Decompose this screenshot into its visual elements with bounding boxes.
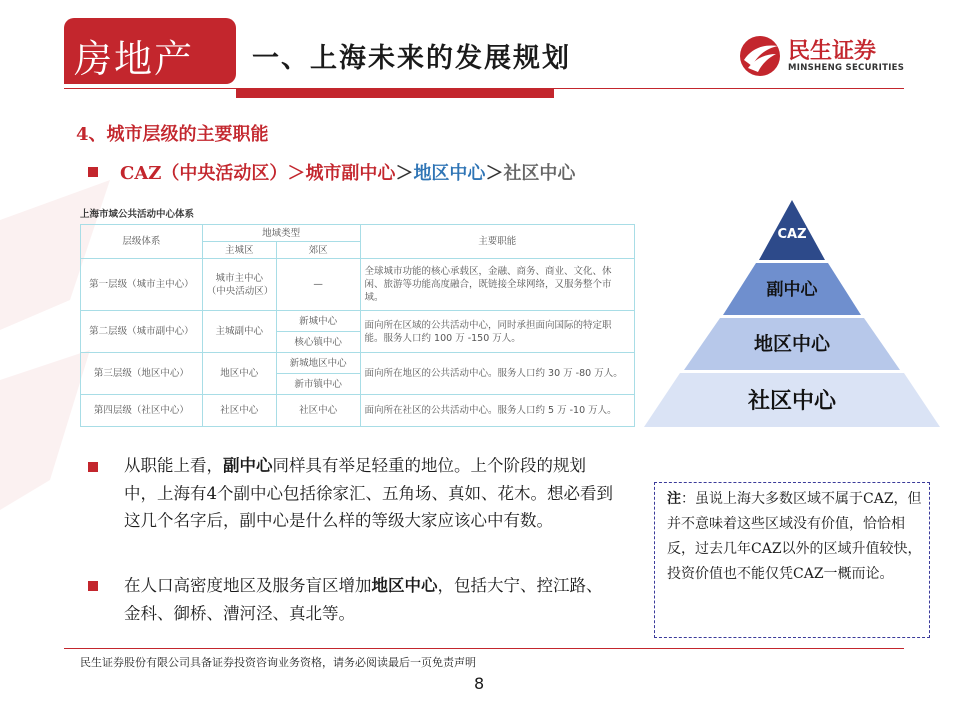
section-title: 4、城市层级的主要职能 (76, 124, 269, 145)
para1-text: 从职能上看， (124, 456, 223, 475)
footer-divider (64, 648, 904, 649)
pyramid-label-community-center: 社区中心 (747, 388, 837, 414)
header-suburb: 郊区 (276, 242, 360, 259)
para2-text: ，包括大宁、控江路、金科、御桥、漕河泾、真北等。 (124, 576, 603, 623)
bullet-square-icon (88, 462, 98, 472)
header-area-type: 地域类型 (202, 225, 360, 242)
bullet-square-icon (88, 167, 98, 177)
header-function: 主要职能 (360, 225, 634, 259)
pyramid-label-district-center: 地区中心 (753, 333, 831, 355)
hierarchy-gt: ＞ (485, 163, 504, 184)
cell-function: 面向所在区域的公共活动中心，同时承担面向国际的特定职能。服务人口约 100 万 -150 万人。 (360, 311, 634, 353)
cell-main: 地区中心 (202, 353, 276, 395)
note-box (654, 482, 930, 638)
hierarchy-pyramid (644, 200, 940, 428)
cell-suburb: 社区中心 (276, 395, 360, 427)
center-system-table (80, 224, 635, 427)
cell-suburb: 新市镇中心 (276, 374, 360, 395)
paragraph-district-center (124, 572, 618, 627)
paragraph-sub-center (124, 452, 618, 535)
hierarchy-district-center: 地区中心 (413, 163, 486, 184)
table-caption: 上海市域公共活动中心体系 (80, 209, 195, 220)
logo-en-text: MINSHENG SECURITIES (788, 63, 905, 73)
hierarchy-community-center: 社区中心 (503, 163, 576, 184)
hierarchy-gt: ＞ (395, 163, 414, 184)
cell-suburb: 新城地区中心 (276, 353, 360, 374)
footer-disclaimer: 民生证券股份有限公司具备证券投资咨询业务资格，请务必阅读最后一页免责声明 (80, 656, 476, 669)
note-label: 注 (667, 491, 681, 507)
para1-text: 同样具有举足轻重的地位。上个阶段的规划中，上海有4个副中心包括徐家汇、五角场、真如、花木。想必看到这几个名字后，副中心是什么样的等级大家应该心中有数。 (124, 456, 613, 530)
header-main-area: 主城区 (202, 242, 276, 259)
cell-level: 第三层级（地区中心） (81, 353, 203, 395)
table-row (81, 353, 635, 374)
pyramid-label-sub-center: 副中心 (766, 280, 818, 300)
table-row (81, 259, 635, 311)
page-title: 一、上海未来的发展规划 (252, 43, 571, 74)
cell-level: 第四层级（社区中心） (81, 395, 203, 427)
page-number: 8 (474, 674, 485, 693)
cell-level: 第一层级（城市主中心） (81, 259, 203, 311)
hierarchy-sub-center: 城市副中心 (305, 163, 396, 184)
header-level: 层级体系 (81, 225, 203, 259)
cell-level: 第二层级（城市副中心） (81, 311, 203, 353)
cell-suburb: 核心镇中心 (276, 332, 360, 353)
hierarchy-line (120, 159, 575, 185)
cell-function: 面向所在地区的公共活动中心。服务人口约 30 万 -80 万人。 (360, 353, 634, 395)
para1-highlight: 副中心 (223, 456, 273, 475)
logo-mark-icon (738, 34, 782, 78)
cell-suburb: 新城中心 (276, 311, 360, 332)
note-text: ：虽说上海大多数区域不属于CAZ，但并不意味着这些区域没有价值，恰恰相反，过去几年CAZ以外的区域升值较快，投资价值也不能仅凭CAZ一概而论。 (667, 491, 922, 582)
cell-function: 面向所在社区的公共活动中心。服务人口约 5 万 -10 万人。 (360, 395, 634, 427)
cell-main: 主城副中心 (202, 311, 276, 353)
hierarchy-caz: CAZ（中央活动区）＞ (120, 163, 306, 184)
table-row (81, 311, 635, 332)
para2-text: 在人口高密度地区及服务盲区增加 (124, 576, 372, 595)
company-logo (738, 34, 918, 78)
header-accent-bar (236, 88, 554, 98)
cell-main: 城市主中心（中央活动区） (202, 259, 276, 311)
cell-main: 社区中心 (202, 395, 276, 427)
cell-function: 全球城市功能的核心承载区，金融、商务、商业、文化、休闲、旅游等功能高度融合，既链接全球网络，又服务整个市域。 (360, 259, 634, 311)
table-header-row (81, 225, 635, 242)
table-row (81, 395, 635, 427)
category-label: 房地产 (74, 37, 195, 81)
cell-suburb: — (276, 259, 360, 311)
pyramid-label-caz: CAZ (777, 227, 807, 242)
logo-cn-text: 民生证券 (788, 39, 877, 64)
category-tab (64, 18, 236, 84)
para2-highlight: 地区中心 (371, 576, 438, 595)
bullet-square-icon (88, 581, 98, 591)
